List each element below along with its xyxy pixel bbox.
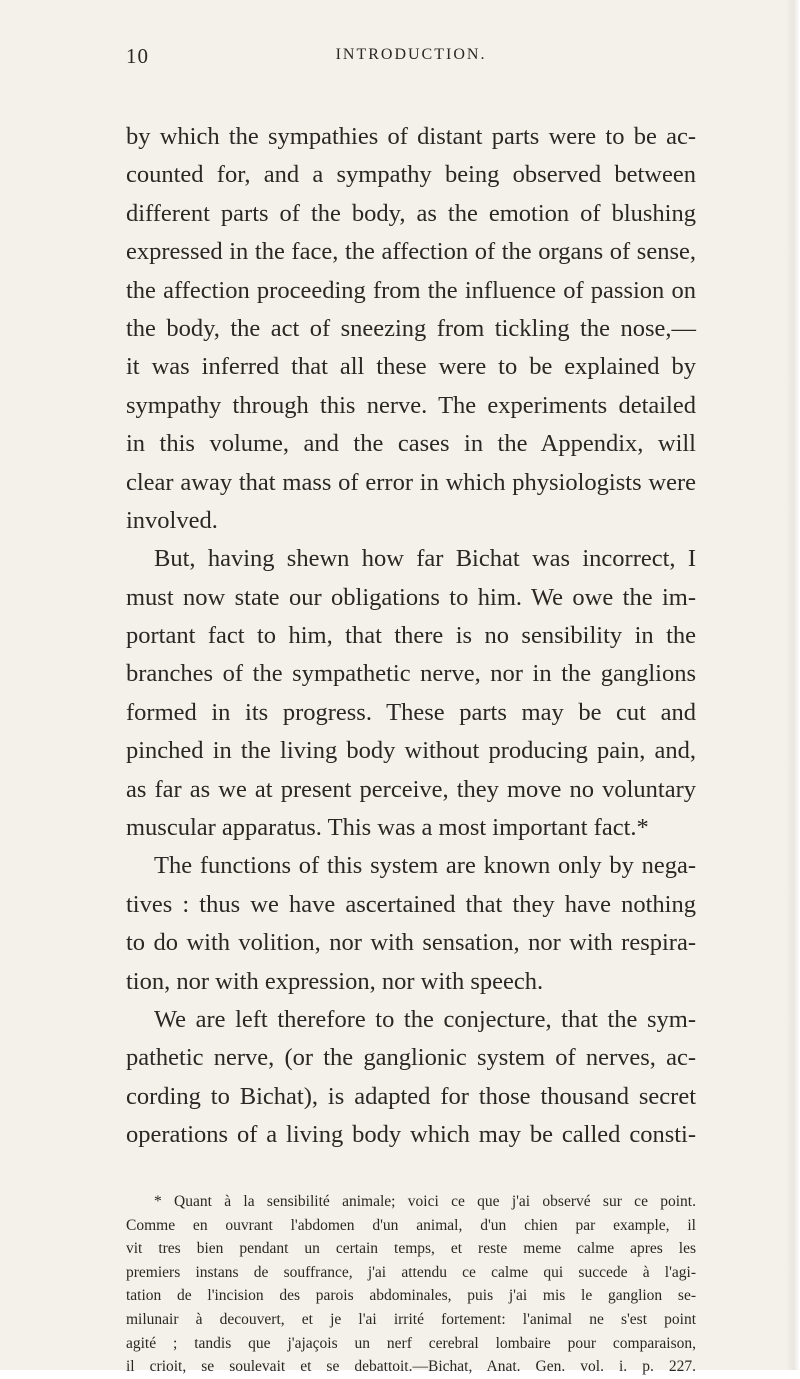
body-line: tives : thus we have ascertained that they have nothing bbox=[126, 890, 696, 918]
body-text bbox=[126, 118, 696, 1155]
body-line: cording to Bichat), is adapted for those thousand secret bbox=[126, 1082, 696, 1110]
footnote bbox=[126, 1190, 696, 1379]
body-line: formed in its progress. These parts may be cut and bbox=[126, 698, 696, 726]
footnote-line: vit tres bien pendant un certain temps, et reste meme calme apres les bbox=[126, 1240, 696, 1258]
body-line: the body, the act of sneezing from tickling the nose,— bbox=[126, 314, 696, 342]
body-line: involved. bbox=[126, 506, 218, 534]
page-header bbox=[126, 44, 696, 74]
body-line: it was inferred that all these were to be explained by bbox=[126, 353, 696, 381]
body-line: But, having shewn how far Bichat was incorrect, I bbox=[154, 545, 696, 573]
body-line: in this volume, and the cases in the Appendix, will bbox=[126, 430, 696, 458]
body-line: tion, nor with expression, nor with speech. bbox=[126, 967, 544, 995]
body-line: as far as we at present perceive, they move no voluntary bbox=[126, 775, 696, 803]
body-line: portant fact to him, that there is no sensibility in the bbox=[126, 622, 696, 650]
body-line: counted for, and a sympathy being observed between bbox=[126, 161, 696, 189]
footnote-line: Comme en ouvrant l'abdomen d'un animal, d'un chien par example, il bbox=[126, 1216, 696, 1234]
footnote-line: milunair à decouvert, et je l'ai irrité fortement: l'animal ne s'est point bbox=[126, 1310, 696, 1328]
body-line: must now state our obligations to him. We owe the im- bbox=[126, 583, 696, 611]
body-line: different parts of the body, as the emotion of blushing bbox=[126, 199, 696, 227]
footnote-line: tation de l'incision des parois abdominales, puis j'ai mis le ganglion se- bbox=[126, 1287, 696, 1305]
footnote-line: premiers instans de souffrance, j'ai attendu ce calme qui succede à l'agi- bbox=[126, 1263, 696, 1281]
body-line: muscular apparatus. This was a most important fact.* bbox=[126, 814, 649, 842]
body-line: branches of the sympathetic nerve, nor in the ganglions bbox=[126, 660, 696, 688]
body-line: by which the sympathies of distant parts were to be ac- bbox=[126, 123, 696, 150]
body-line: expressed in the face, the affection of the organs of sense, bbox=[126, 238, 696, 266]
page-edge-shadow bbox=[786, 0, 800, 1370]
body-line: pathetic nerve, (or the ganglionic system of nerves, ac- bbox=[126, 1044, 696, 1072]
body-line: to do with volition, nor with sensation, nor with respira- bbox=[126, 929, 696, 957]
page-number: 10 bbox=[126, 44, 149, 68]
body-line: operations of a living body which may be called consti- bbox=[126, 1121, 696, 1149]
body-line: clear away that mass of error in which physiologists were bbox=[126, 468, 696, 496]
body-line: pinched in the living body without producing pain, and, bbox=[126, 737, 696, 765]
footnote-line: il crioit, se soulevait et se debattoit.—Bichat, Anat. Gen. vol. i. p. 227. bbox=[126, 1358, 696, 1376]
body-line: We are left therefore to the conjecture, that the sym- bbox=[154, 1005, 696, 1033]
body-line: The functions of this system are known only by nega- bbox=[154, 852, 696, 880]
footnote-line: agité ; tandis que j'ajaçois un nerf cerebral lombaire pour comparaison, bbox=[126, 1334, 696, 1352]
footnote-line: * Quant à la sensibilité animale; voici ce que j'ai observé sur ce point. bbox=[154, 1193, 696, 1210]
body-line: the affection proceeding from the influence of passion on bbox=[126, 276, 696, 304]
running-head: INTRODUCTION. bbox=[335, 46, 487, 63]
body-line: sympathy through this nerve. The experiments detailed bbox=[126, 391, 696, 419]
